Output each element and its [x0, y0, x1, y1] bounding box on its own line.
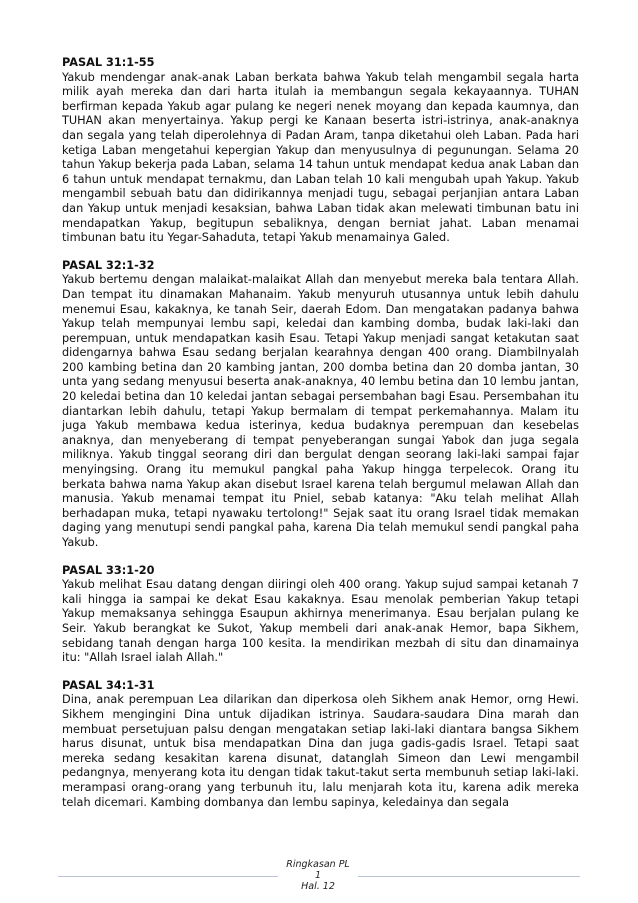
- section-body: Yakub mendengar anak-anak Laban berkata bahwa Yakub telah mengambil segala harta milik ayah mereka dan dari harta itulah ia membangun segala kekayaannya. TUHAN berfirman kepada Yakub agar pulang ke negeri nenek moyang dan kepada kaumnya, dan TUHAN akan menyertainya. Yakup pergi ke Kanaan beserta istri-istrinya, anak-anaknya dan segala yang telah diperolehnya di Padan Aram, tanpa diketahui oleh Laban. Pada hari ketiga Laban mengetahui kepergian Yakup dan menyusulnya di pegunungan. Selama 20 tahun Yakup bekerja pada Laban, selama 14 tahun untuk mendapat kedua anak Laban dan 6 tahun untuk mendapat ternakmu, dan Laban telah 10 kali mengubah upah Yakup. Yakub mengambil sebuah batu dan didirikannya menjadi tugu, sebagai perjanjian antara Laban dan Yakup untuk menjadi kesaksian, bahwa Laban tidak akan melewati timbunan batu ini mendapatkan Yakup, begitupun sebaliknya, dengan berniat jahat. Laban menamai timbunan batu itu Yegar-Sahaduta, tetapi Yakub menamainya Galed.: [62, 70, 579, 245]
- document-page: [62, 56, 579, 823]
- section-pasal-34: [62, 679, 579, 810]
- footer-divider-right: [358, 876, 580, 877]
- section-title: PASAL 31:1-55: [62, 56, 155, 69]
- footer-divider-left: [58, 876, 278, 877]
- section-title: PASAL 33:1-20: [62, 563, 155, 577]
- footer-number: 1: [314, 870, 322, 881]
- section-pasal-32: [62, 259, 579, 551]
- section-body: Yakub melihat Esau datang dengan diiringi oleh 400 orang. Yakup sujud sampai ketanah 7 kali hingga ia sampai ke dekat Esau kakaknya. Esau menolak pemberian Yakup tetapi Yakup memaksanya sehingga Esaupun akhirnya menerimanya. Esau berjalan pulang ke Seir. Yakub berangkat ke Sukot, Yakup membeli dari anak-anak Hemor, bapa Sikhem, sebidang tanah dengan harga 100 kesita. Ia mendirikan mezbah di situ dan dinamainya itu: "Allah Israel ialah Allah.": [62, 578, 579, 665]
- section-pasal-33: [62, 564, 579, 666]
- footer-text: [278, 859, 358, 892]
- section-body: Yakub bertemu dengan malaikat-malaikat Allah dan menyebut mereka bala tentara Allah. Dan tempat itu dinamakan Mahanaim. Yakub menyuruh utusannya untuk lebih dahulu menemui Esau, kakaknya, ke tanah Seir, daerah Edom. Dan mengatakan padanya bahwa Yakup telah mempunyai lembu sapi, keledai dan kambing domba, budak laki-laki dan perempuan, untuk mendapatkan kasih Esau. Tetapi Yakup menjadi sangat ketakutan saat didengarnya bahwa Esau sedang berjalan kearahnya dengan 400 orang. Diambilnyalah 200 kambing betina dan 20 kambing jantan, 200 domba betina dan 20 domba jantan, 30 unta yang sedang menyusui beserta anak-anaknya, 40 lembu betina dan 10 lembu jantan, 20 keledai betina dan 10 keledai jantan sebagai persembahan bagi Esau. Persembahan itu diantarkan lebih dahulu, tetapi Yakup bermalam di tempat perkemahannya. Malam itu juga Yakub membawa kedua isterinya, kedua budaknya perempuan dan kesebelas anaknya, dan menyeberang di tempat penyeberangan sungai Yabok dan juga segala miliknya. Yakub tinggal seorang diri dan bergulat dengan seorang laki-laki sampai fajar menyingsing. Orang itu memukul pangkal paha Yakup hingga terpelecok. Orang itu berkata bahwa nama Yakup akan disebut Israel karena telah bergumul melawan Allah dan manusia. Yakub menamai tempat itu Pniel, sebab katanya: "Aku telah melihat Allah berhadapan muka, tetapi nyawaku tertolong!" Sejak saat itu orang Israel tidak memakan daging yang menutupi sendi pangkal paha, karena Dia telah memukul sendi pangkal paha Yakub.: [62, 273, 579, 549]
- section-title: PASAL 32:1-32: [62, 258, 155, 272]
- section-pasal-31: [62, 56, 579, 246]
- section-body: Dina, anak perempuan Lea dilarikan dan diperkosa oleh Sikhem anak Hemor, orng Hewi. Sikhem menginginі Dina untuk dijadikan istrinya. Saudara-saudara Dina marah dan membuat persetujuan palsu dengan mengatakan setiap laki-laki diantara bangsa Sikhem harus disunat, untuk bisa mendapatkan Dina dan juga gadis-gadis Israel. Tetapi saat mereka sedang kesakitan karena disunat, datanglah Simeon dan Lewi mengambil pedangnya, menyerang kota itu dengan tidak takut-takut serta membunuh setiap laki-laki. merampasi orang-orang yang terbunuh itu, lalu menjarah kota itu, karena adik mereka telah dicemari. Kambing dombanya dan lembu sapinya, keledainya dan segala: [62, 693, 579, 809]
- footer-title: Ringkasan PL: [286, 859, 350, 870]
- section-title: PASAL 34:1-31: [62, 678, 155, 692]
- footer-page-label: Hal. 12: [301, 881, 335, 892]
- page-footer: [0, 857, 638, 903]
